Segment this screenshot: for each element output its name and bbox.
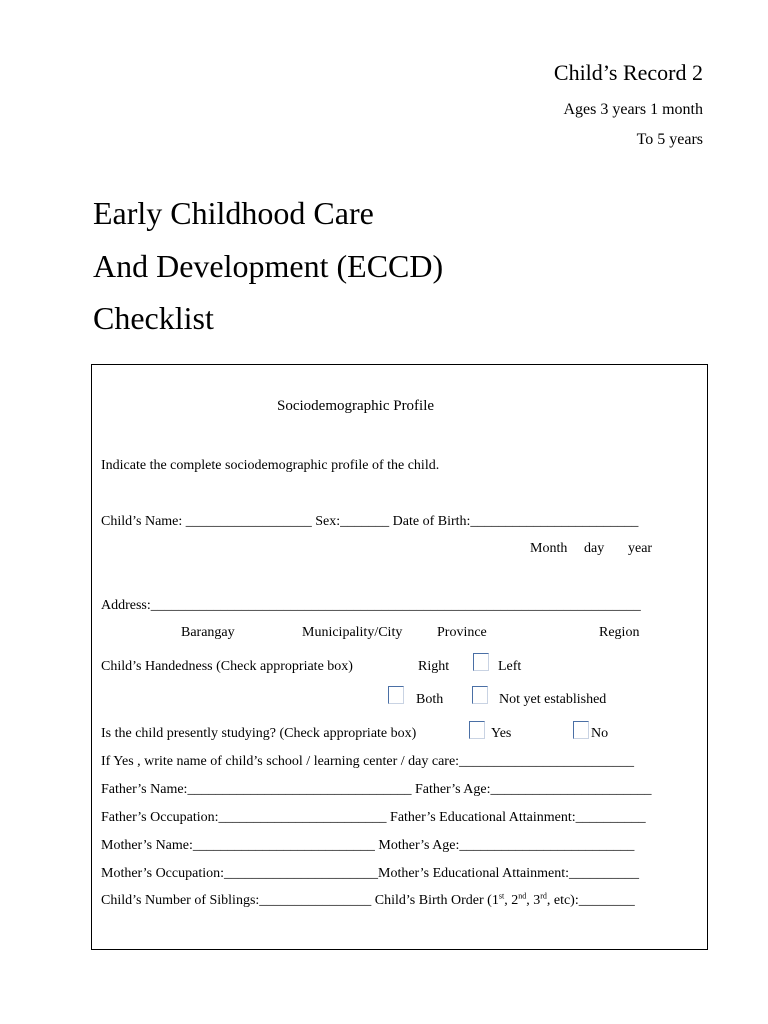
mother-occupation-education-row[interactable]: Mother’s Occupation:______________________Mother’s Educational Attainment:__________: [101, 866, 640, 881]
ordinal-rd: rd: [540, 891, 547, 901]
school-name-row[interactable]: If Yes , write name of child’s school / learning center / day care:_________________________: [101, 754, 635, 769]
handedness-left-label: Left: [498, 659, 522, 674]
document-title-line3: Checklist: [93, 300, 214, 336]
siblings-sep1: , 2: [504, 893, 519, 908]
studying-no-label: No: [591, 726, 609, 741]
siblings-birth-order-row[interactable]: [101, 893, 635, 909]
mother-name-age-row[interactable]: Mother’s Name:__________________________ Mother’s Age:_________________________: [101, 838, 635, 853]
siblings-sep2: , 3: [526, 893, 541, 908]
record-title: Child’s Record 2: [553, 60, 703, 85]
dob-month-label: Month: [530, 541, 568, 556]
father-occupation-education-row[interactable]: Father’s Occupation:________________________ Father’s Educational Attainment:__________: [101, 810, 646, 825]
address-row[interactable]: Address:______________________________________________________________________: [101, 598, 641, 613]
dob-year-label: year: [628, 541, 653, 556]
handedness-label: Child’s Handedness (Check appropriate box): [101, 659, 353, 674]
handedness-right-label: Right: [418, 659, 450, 674]
ordinal-st: st: [498, 891, 505, 901]
studying-label: Is the child presently studying? (Check appropriate box): [101, 726, 417, 741]
father-name-age-row[interactable]: Father’s Name:________________________________ Father’s Age:_______________________: [101, 782, 652, 797]
handedness-not-yet-checkbox[interactable]: [472, 686, 488, 704]
siblings-label: Child’s Number of Siblings:________________ Child’s Birth Order (1: [101, 893, 499, 908]
studying-yes-checkbox[interactable]: [469, 721, 485, 739]
ordinal-nd: nd: [518, 891, 527, 901]
studying-yes-label: Yes: [491, 726, 512, 741]
dob-day-label: day: [584, 541, 605, 556]
age-range-line2: To 5 years: [636, 131, 703, 148]
age-range-line1: Ages 3 years 1 month: [563, 101, 703, 118]
handedness-not-yet-label: Not yet established: [499, 692, 607, 707]
handedness-left-checkbox[interactable]: [473, 653, 489, 671]
address-municipality-label: Municipality/City: [302, 625, 403, 640]
form-instruction: Indicate the complete sociodemographic profile of the child.: [101, 458, 440, 473]
address-province-label: Province: [437, 625, 487, 640]
document-title-line1: Early Childhood Care: [93, 195, 374, 231]
sociodemographic-form-box: [91, 364, 708, 950]
siblings-end: , etc):________: [546, 893, 635, 908]
handedness-both-label: Both: [416, 692, 444, 707]
form-heading: Sociodemographic Profile: [277, 398, 435, 414]
address-region-label: Region: [599, 625, 640, 640]
child-name-sex-dob-row[interactable]: Child’s Name: __________________ Sex:_______ Date of Birth:________________________: [101, 514, 639, 529]
handedness-both-checkbox[interactable]: [388, 686, 404, 704]
studying-no-checkbox[interactable]: [573, 721, 589, 739]
address-barangay-label: Barangay: [181, 625, 235, 640]
document-title-line2: And Development (ECCD): [93, 248, 444, 284]
